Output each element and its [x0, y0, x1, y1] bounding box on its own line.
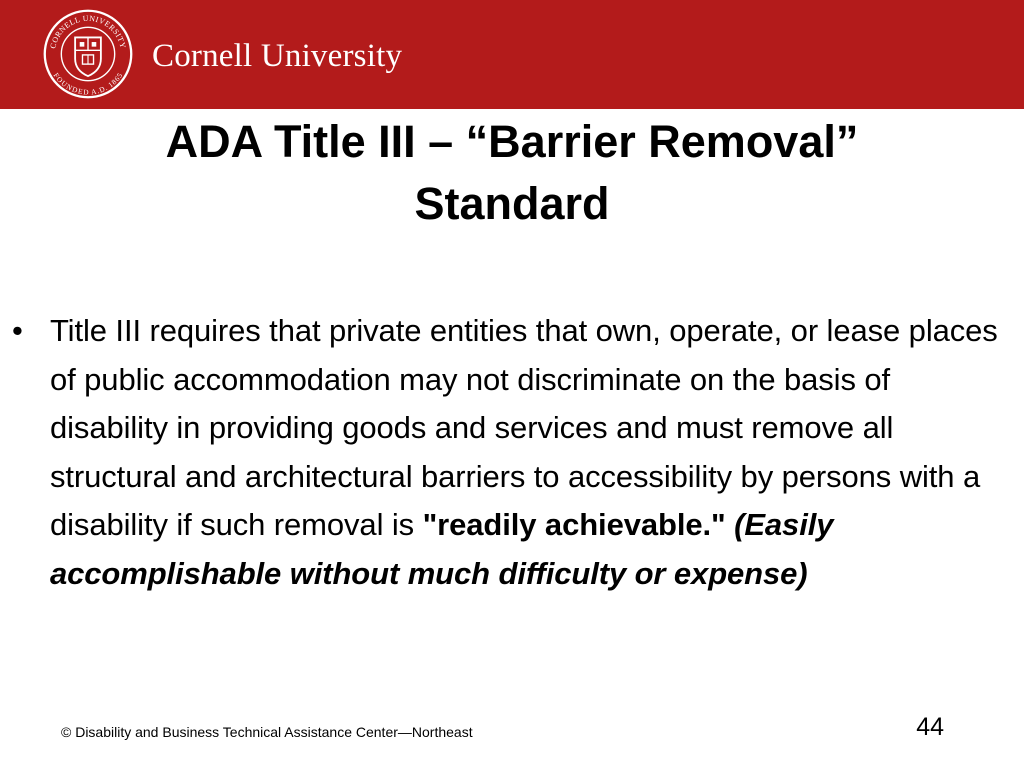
- slide-title-line-2: Standard: [414, 178, 610, 229]
- bullet-dot: •: [12, 313, 23, 348]
- svg-text:FOUNDED A.D. 1865: FOUNDED A.D. 1865: [51, 71, 125, 97]
- svg-text:CORNELL UNIVERSITY: CORNELL UNIVERSITY: [48, 13, 128, 50]
- header-banner: [0, 0, 1024, 109]
- page-number: 44: [916, 713, 944, 741]
- bullet-list: [10, 307, 1000, 598]
- cornell-seal-logo: [42, 8, 134, 100]
- bullet-emphasis: "readily achievable.": [422, 507, 726, 542]
- slide-title-line-1: ADA Title III – “Barrier Removal”: [165, 116, 859, 167]
- bullet-text: Title III requires that private entities that own, operate, or lease places of public accommodation may not discriminate on the basis of disability in providing goods and services and must remove all structural and architectural barriers to accessibility by persons with a disability if such removal is: [50, 313, 998, 542]
- slide-title: [40, 111, 984, 235]
- bullet-definition: (Easily accomplishable without much difficulty or expense): [50, 507, 834, 591]
- university-wordmark: Cornell University: [152, 38, 403, 74]
- footer-copyright: © Disability and Business Technical Assistance Center—Northeast: [61, 724, 473, 740]
- bullet-item: [10, 307, 1000, 598]
